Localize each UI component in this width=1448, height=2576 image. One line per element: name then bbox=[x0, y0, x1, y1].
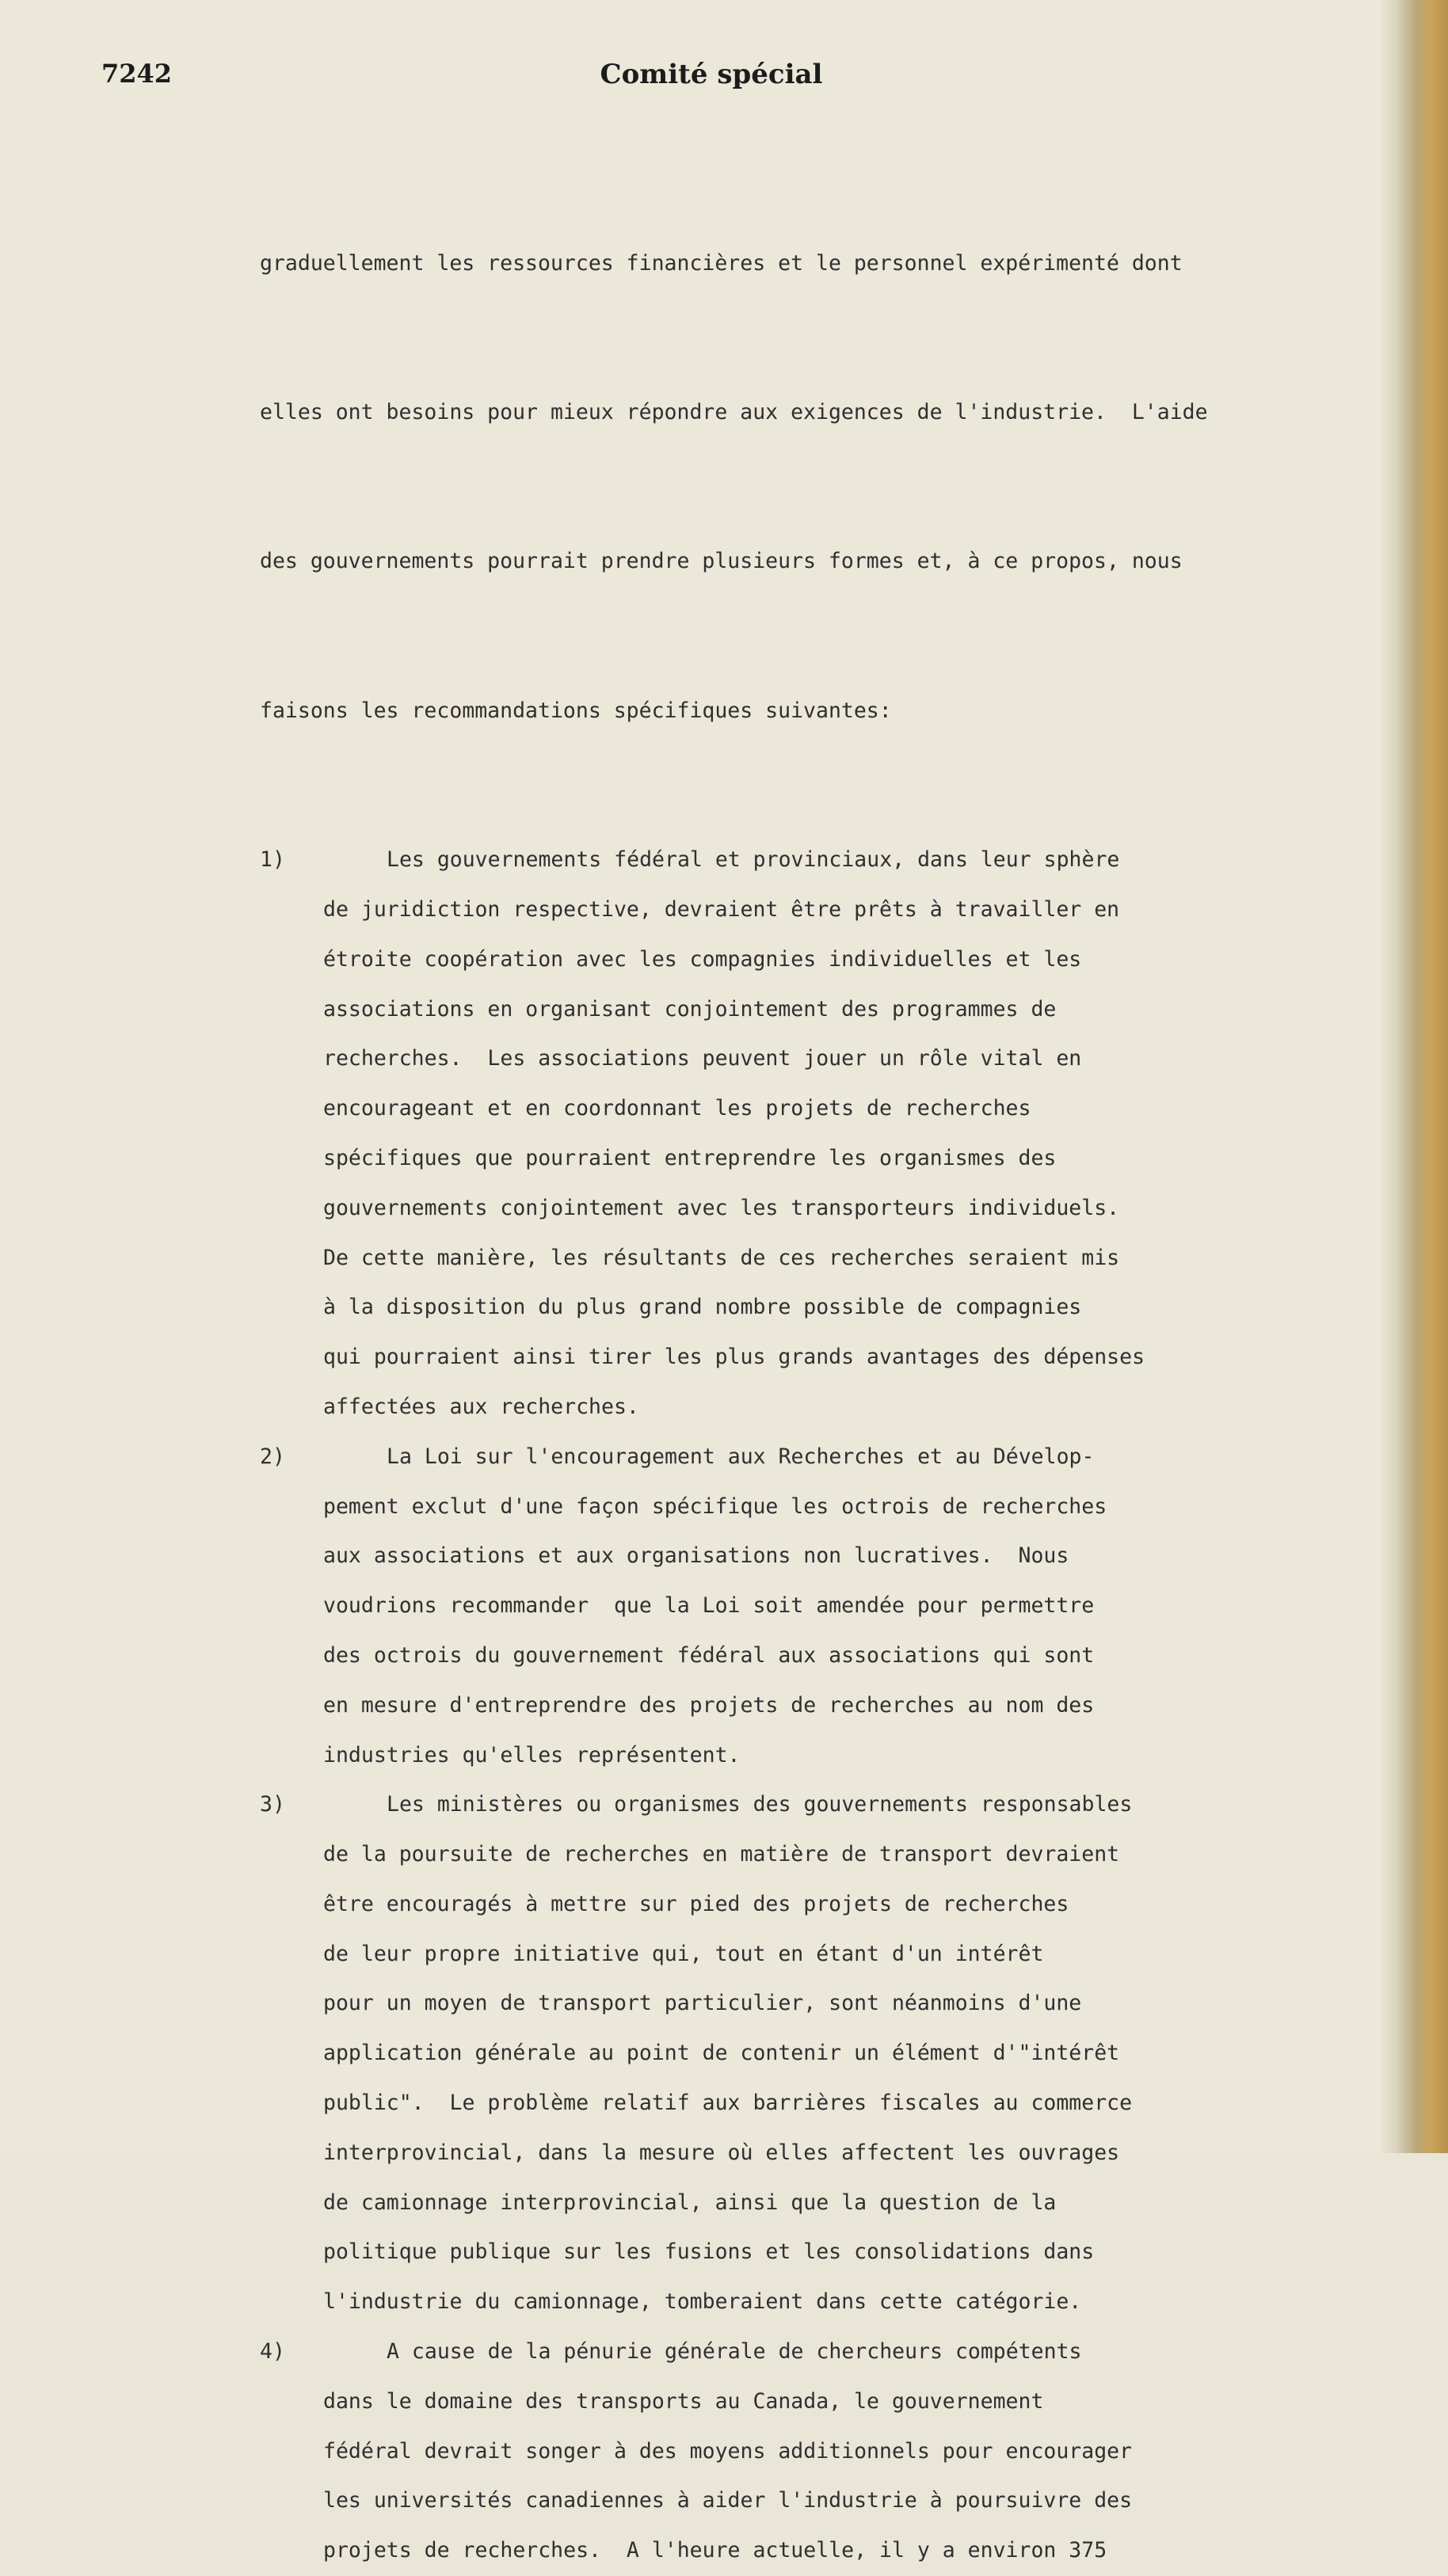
recommendation-text-line: des octrois du gouvernement fédéral aux associations qui sont bbox=[323, 1642, 1095, 1668]
text-line: faisons les recommandations spécifiques suivantes: bbox=[260, 698, 892, 723]
recommendation-text-line: politique publique sur les fusions et les consolidations dans bbox=[323, 2239, 1095, 2265]
recommendation-text-line: projets de recherches. A l'heure actuelle, il y a environ 375 bbox=[323, 2538, 1107, 2563]
recommendation-text-line: qui pourraient ainsi tirer les plus grands avantages des dépenses bbox=[323, 1345, 1145, 1370]
recommendation-text-line: associations en organisant conjointement des programmes de bbox=[323, 996, 1057, 1022]
text-line: des gouvernements pourrait prendre plusieurs formes et, à ce propos, nous bbox=[260, 549, 1183, 574]
recommendation-text: Les ministères ou organismes des gouvernements responsables bbox=[387, 1792, 1133, 1817]
recommendation-text-line: public". Le problème relatif aux barrières fiscales au commerce bbox=[323, 2091, 1133, 2116]
recommendation-text-line: recherches. Les associations peuvent jouer un rôle vital en bbox=[323, 1046, 1082, 1071]
recommendation-text-line: à la disposition du plus grand nombre possible de compagnies bbox=[323, 1295, 1082, 1320]
recommendation-text-line: fédéral devrait songer à des moyens additionnels pour encourager bbox=[323, 2438, 1133, 2464]
recommendation-text: La Loi sur l'encouragement aux Recherches et au Dévelop- bbox=[387, 1444, 1095, 1469]
recommendation-text-line: gouvernements conjointement avec les transporteurs individuels. bbox=[323, 1195, 1120, 1220]
page-number: 7242 bbox=[101, 59, 173, 89]
document-body bbox=[260, 139, 1274, 2576]
recommendation-text-line: De cette manière, les résultants de ces recherches seraient mis bbox=[323, 1245, 1120, 1270]
running-title: Comité spécial bbox=[600, 59, 823, 90]
recommendation-text: A cause de la pénurie générale de chercheurs compétents bbox=[387, 2339, 1082, 2365]
recommendation-number: 2) bbox=[260, 1444, 285, 1469]
text-line: elles ont besoins pour mieux répondre aux exigences de l'industrie. L'aide bbox=[260, 399, 1208, 424]
recommendation-text-line: voudrions recommander que la Loi soit amendée pour permettre bbox=[323, 1593, 1095, 1619]
recommendation-text-line: aux associations et aux organisations non lucratives. Nous bbox=[323, 1543, 1069, 1569]
recommendation-text-line: de camionnage interprovincial, ainsi que la question de la bbox=[323, 2190, 1057, 2215]
recommendation-text-line: étroite coopération avec les compagnies individuelles et les bbox=[323, 946, 1082, 972]
recommendation-text-line: application générale au point de contenir un élément d'"intérêt bbox=[323, 2041, 1120, 2066]
page-header bbox=[101, 59, 1321, 98]
recommendation-first-line bbox=[260, 1433, 1274, 1482]
recommendation-text-line: spécifiques que pourraient entreprendre les organismes des bbox=[323, 1145, 1057, 1170]
recommendation-text-line: l'industrie du camionnage, tomberaient dans cette catégorie. bbox=[323, 2289, 1082, 2315]
recommendation-text-line: de juridiction respective, devraient être prêts à travailler en bbox=[323, 896, 1120, 922]
recommendation-text-line: les universités canadiennes à aider l'industrie à poursuivre des bbox=[323, 2488, 1133, 2513]
recommendation-text-line: être encouragés à mettre sur pied des projets de recherches bbox=[323, 1891, 1069, 1916]
recommendation-text-line: de la poursuite de recherches en matière de transport devraient bbox=[323, 1842, 1120, 1867]
text-line: graduellement les ressources financières et le personnel expérimenté dont bbox=[260, 250, 1183, 276]
recommendation-text-line: interprovincial, dans la mesure où elles affectent les ouvrages bbox=[323, 2140, 1120, 2165]
recommendation-text-line: encourageant et en coordonnant les projets de recherches bbox=[323, 1096, 1031, 1121]
recommendation-first-line bbox=[260, 2327, 1274, 2377]
recommendation-text-line: pement exclut d'une façon spécifique les octrois de recherches bbox=[323, 1493, 1107, 1519]
recommendation-number: 1) bbox=[260, 847, 285, 873]
recommendation-text-line: dans le domaine des transports au Canada, le gouvernement bbox=[323, 2388, 1044, 2414]
recommendation-text-line: en mesure d'entreprendre des projets de recherches au nom des bbox=[323, 1692, 1095, 1718]
recommendation-text: Les gouvernements fédéral et provinciaux, dans leur sphère bbox=[387, 847, 1120, 873]
recommendation-first-line bbox=[260, 1780, 1274, 1830]
recommendation-text-line: affectées aux recherches. bbox=[323, 1394, 639, 1419]
binding-gutter bbox=[1378, 0, 1448, 2153]
recommendation-first-line bbox=[260, 835, 1274, 885]
recommendation-number: 4) bbox=[260, 2339, 285, 2365]
recommendation-text-line: industries qu'elles représentent. bbox=[323, 1742, 741, 1767]
recommendation-text-line: pour un moyen de transport particulier, sont néanmoins d'une bbox=[323, 1991, 1082, 2016]
recommendation-number: 3) bbox=[260, 1792, 285, 1817]
recommendation-text-line: de leur propre initiative qui, tout en étant d'un intérêt bbox=[323, 1941, 1044, 1966]
